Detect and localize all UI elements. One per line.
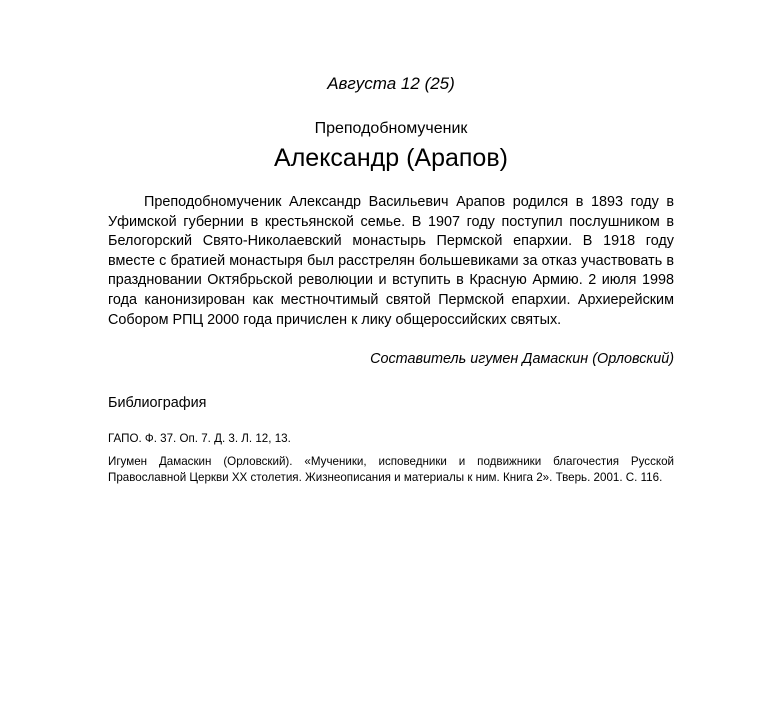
bibliography-heading: Библиография xyxy=(108,395,207,411)
feast-date: Августа 12 (25) xyxy=(327,74,455,93)
bibliography-list xyxy=(108,431,674,493)
author-line: Составитель игумен Дамаскин (Орловский) xyxy=(370,351,674,367)
page-title: Александр (Арапов) xyxy=(274,144,508,172)
saint-rank: Преподобномученик xyxy=(314,120,468,137)
bibliography-item: ГАПО. Ф. 37. Оп. 7. Д. 3. Л. 12, 13. xyxy=(108,432,291,445)
biography-paragraph: Преподобномученик Александр Васильевич Арапов родился в 1893 году в Уфимской губернии в крестьянской семье. В 1907 году поступил послушником в Белогорский Свято-Николаевский монастырь Пермской епархии. В 1918 году вместе с братией монастыря был расстрелян большевиками за отказ участвовать в праздновании Октябрьской революции и вступить в Красную Армию. 2 июля 1998 года канонизирован как местночтимый святой Пермской епархии. Архиерейским Собором РПЦ 2000 года причислен к лику общероссийских святых. xyxy=(108,194,674,328)
bibliography-item: Игумен Дамаскин (Орловский). «Мученики, исповедники и подвижники благочестия Русской Православной Церкви XX столетия. Жизнеописания и материалы к ним. Книга 2». Тверь. 2001. С. 116. xyxy=(108,454,674,484)
